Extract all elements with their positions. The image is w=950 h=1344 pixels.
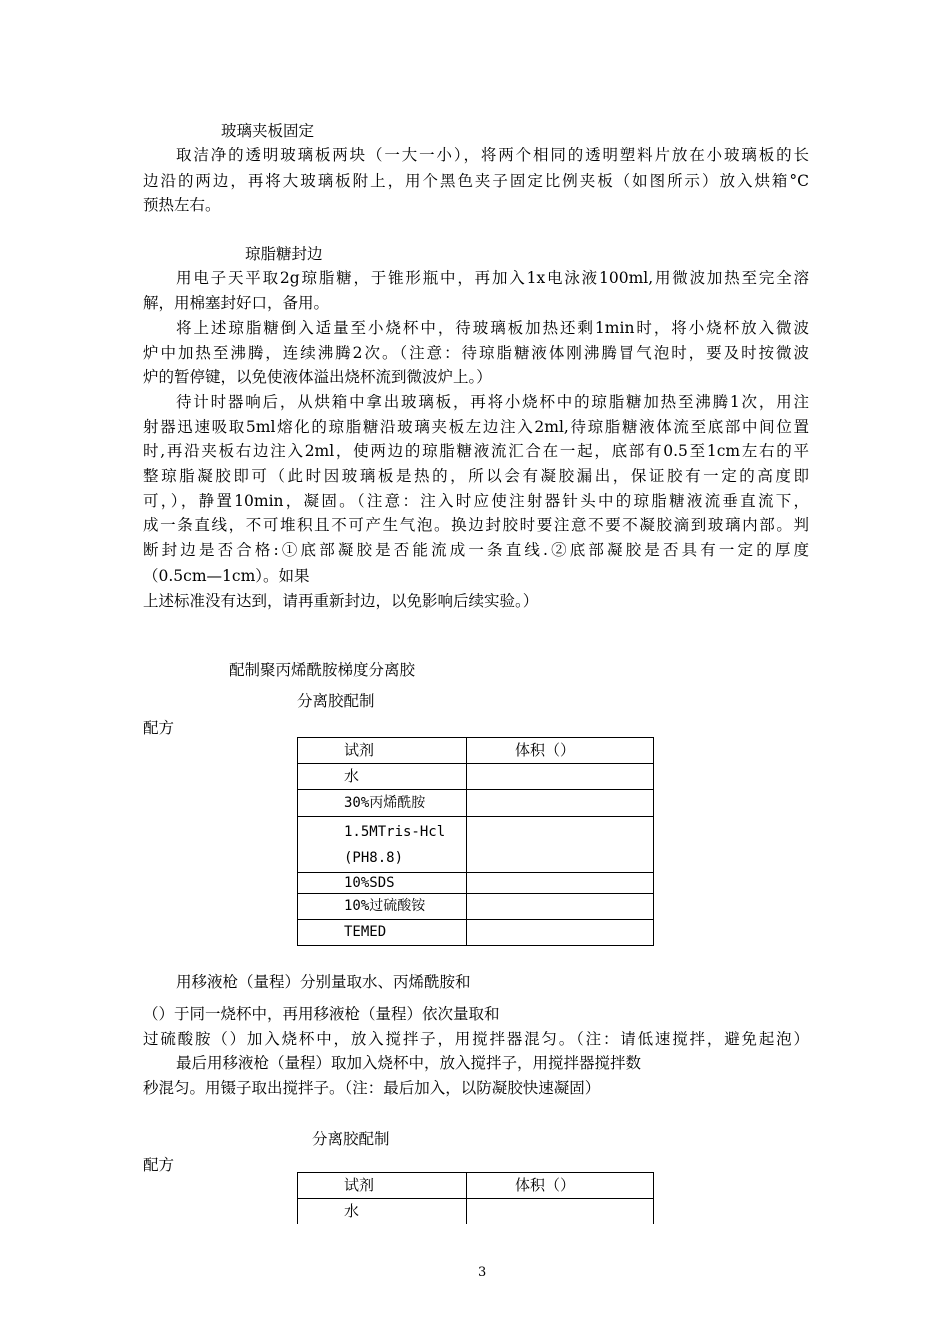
volume-cell	[467, 873, 654, 894]
paragraph-line: 解，用棉塞封好口，备用。	[143, 294, 330, 312]
table-header-cell: 试剂	[298, 738, 467, 764]
volume-cell	[467, 894, 654, 920]
reagent-cell: 30%丙烯酰胺	[298, 790, 467, 817]
section-heading-agarose-seal: 琼脂糖封边	[245, 245, 323, 263]
formula-label: 配方	[143, 719, 175, 737]
subheading-separating-gel: 分离胶配制	[312, 1130, 390, 1148]
paragraph-line: 可，），静置10min，凝固。（注意：注入时应使注射器针头中的琼脂糖液流垂直流下，	[143, 492, 809, 510]
table-row	[298, 873, 654, 894]
table-row	[298, 817, 654, 873]
volume-cell	[467, 920, 654, 946]
instruction-line: 最后用移液枪（量程）取加入烧杯中，放入搅拌子，用搅拌器搅拌数	[176, 1054, 642, 1072]
paragraph-line: 断封边是否合格:①底部凝胶是否能流成一条直线.②底部凝胶是否具有一定的厚度	[143, 541, 809, 559]
paragraph-line: 用电子天平取2g琼脂糖，于锥形瓶中，再加入1x电泳液100ml,用微波加热至完全溶	[176, 269, 809, 287]
paragraph-line: 上述标准没有达到，请再重新封边，以免影响后续实验。）	[143, 592, 539, 610]
instruction-line: 用移液枪（量程）分别量取水、丙烯酰胺和	[176, 973, 471, 991]
reagent-table	[297, 737, 654, 946]
reagent-cell: 1.5MTris-Hcl (PH8.8)	[298, 817, 467, 873]
table-header-cell: 试剂	[298, 1173, 467, 1199]
paragraph-line: 将上述琼脂糖倒入适量至小烧杯中，待玻璃板加热还剩1min时，将小烧杯放入微波	[176, 319, 809, 337]
volume-cell	[467, 1199, 654, 1225]
paragraph-line: 预热左右。	[143, 196, 221, 214]
formula-label: 配方	[143, 1156, 175, 1174]
paragraph-line: （0.5cm—1cm）。如果	[143, 567, 310, 585]
table-row	[298, 1199, 654, 1225]
paragraph-line: 成一条直线，不可堆积且不可产生气泡。换边封胶时要注意不要不凝胶滴到玻璃内部。判	[143, 516, 809, 534]
paragraph-line: 射器迅速吸取5ml熔化的琼脂糖沿玻璃夹板左边注入2ml,待琼脂糖液体流至底部中间位置	[143, 418, 809, 436]
section-heading-gradient-gel: 配制聚丙烯酰胺梯度分离胶	[229, 661, 416, 679]
reagent-cell: TEMED	[298, 920, 467, 946]
reagent-cell: 水	[298, 1199, 467, 1225]
reagent-cell: 10%过硫酸铵	[298, 894, 467, 920]
volume-cell	[467, 790, 654, 817]
reagent-table	[297, 1172, 654, 1224]
table-header-cell: 体积（）	[467, 1173, 654, 1199]
instruction-line: （）于同一烧杯中，再用移液枪（量程）依次量取和	[143, 1005, 500, 1023]
paragraph-line: 取洁净的透明玻璃板两块（一大一小），将两个相同的透明塑料片放在小玻璃板的长	[176, 146, 809, 164]
table-header-cell: 体积（）	[467, 738, 654, 764]
reagent-cell: 水	[298, 764, 467, 790]
section-heading-glass-clamp: 玻璃夹板固定	[221, 122, 315, 140]
paragraph-line: 边沿的两边，再将大玻璃板附上，用个黑色夹子固定比例夹板（如图所示）放入烘箱°C	[143, 172, 809, 190]
paragraph-line: 炉中加热至沸腾，连续沸腾2次。（注意：待琼脂糖液体刚沸腾冒气泡时，要及时按微波	[143, 344, 809, 362]
paragraph-line: 整琼脂凝胶即可（此时因玻璃板是热的，所以会有凝胶漏出，保证胶有一定的高度即	[143, 467, 809, 485]
volume-cell	[467, 817, 654, 873]
instruction-line: 秒混匀。用镊子取出搅拌子。（注：最后加入，以防凝胶快速凝固）	[143, 1079, 601, 1097]
table-row	[298, 790, 654, 817]
instruction-line: 过硫酸胺（）加入烧杯中，放入搅拌子，用搅拌器混匀。（注：请低速搅拌，避免起泡）	[143, 1030, 809, 1048]
subheading-separating-gel: 分离胶配制	[297, 692, 375, 710]
paragraph-line: 炉的暂停键，以免使液体溢出烧杯流到微波炉上。）	[143, 368, 492, 386]
page-number: 3	[478, 1265, 487, 1280]
volume-cell	[467, 764, 654, 790]
table-row	[298, 920, 654, 946]
table-row	[298, 894, 654, 920]
reagent-cell: 10%SDS	[298, 873, 467, 894]
paragraph-line: 时,再沿夹板右边注入2ml，使两边的琼脂糖液流汇合在一起，底部有0.5至1cm左右的平	[143, 442, 809, 460]
table-row	[298, 764, 654, 790]
table-header-row	[298, 1173, 654, 1199]
table-header-row	[298, 738, 654, 764]
paragraph-line: 待计时器响后，从烘箱中拿出玻璃板，再将小烧杯中的琼脂糖加热至沸腾1次，用注	[176, 393, 809, 411]
